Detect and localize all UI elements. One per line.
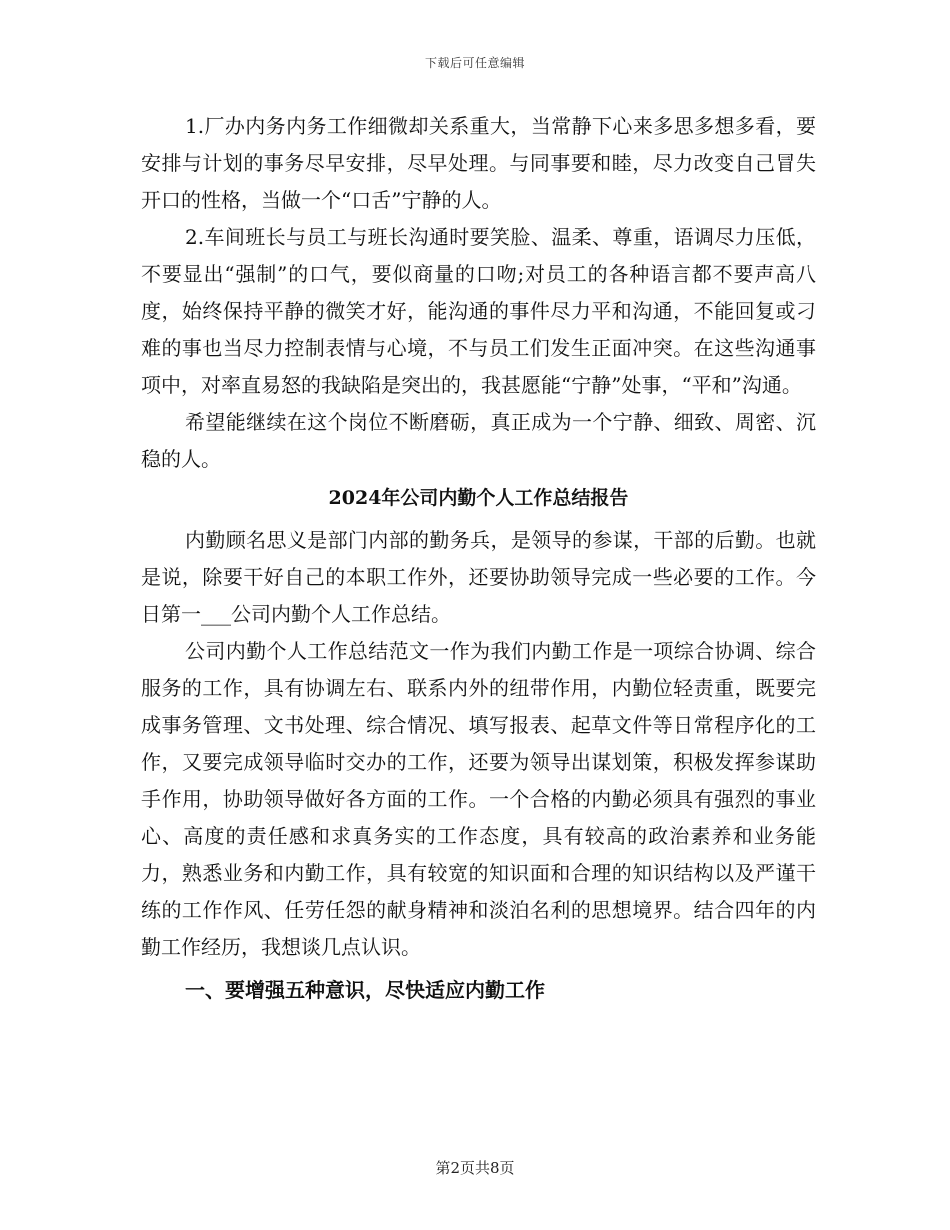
document-body (141, 108, 816, 1009)
article-intro-paragraph: 内勤顾名思义是部门内部的勤务兵，是领导的参谋，干部的后勤。也就是说，除要干好自己的本职工作外，还要协助领导完成一些必要的工作。今日第一___公司内勤个人工作总结。 (141, 528, 816, 626)
page-footer: 第2页共8页 (435, 1159, 515, 1177)
paragraph-closing: 希望能继续在这个岗位不断磨砺，真正成为一个宁静、细致、周密、沉稳的人。 (141, 410, 816, 471)
section-heading: 一、要增强五种意识，尽快适应内勤工作 (185, 978, 545, 1002)
paragraph-item-1: 1.厂办内务内务工作细微却关系重大，当常静下心来多思多想多看，要安排与计划的事务尽早安排，尽早处理。与同事要和睦，尽力改变自己冒失开口的性格，当做一个“口舌”宁静的人。 (141, 114, 816, 212)
article-title: 2024年公司内勤个人工作总结报告 (328, 487, 629, 509)
article-body-paragraph: 公司内勤个人工作总结范文一作为我们内勤工作是一项综合协调、综合服务的工作，具有协调左右、联系内外的纽带作用，内勤位轻责重，既要完成事务管理、文书处理、综合情况、填写报表、起草文件等日常程序化的工作，又要完成领导临时交办的工作，还要为领导出谋划策，积极发挥参谋助手作用，协助领导做好各方面的工作。一个合格的内勤必须具有强烈的事业心、高度的责任感和求真务实的工作态度，具有较高的政治素养和业务能力，熟悉业务和内勤工作，具有较宽的知识面和合理的知识结构以及严谨干练的工作作风、任劳任怨的献身精神和淡泊名利的思想境界。结合四年的内勤工作经历，我想谈几点认识。 (141, 639, 816, 959)
paragraph-item-2: 2.车间班长与员工与班长沟通时要笑脸、温柔、尊重，语调尽力压低，不要显出“强制”的口气，要似商量的口吻;对员工的各种语言都不要声高八度，始终保持平静的微笑才好，能沟通的事件尽力平和沟通，不能回复或刁难的事也当尽力控制表情与心境，不与员工们发生正面冲突。在这些沟通事项中，对率直易怒的我缺陷是突出的，我甚愿能“宁静”处事，“平和”沟通。 (141, 225, 816, 397)
page-header: 下载后可任意编辑 (424, 56, 525, 70)
